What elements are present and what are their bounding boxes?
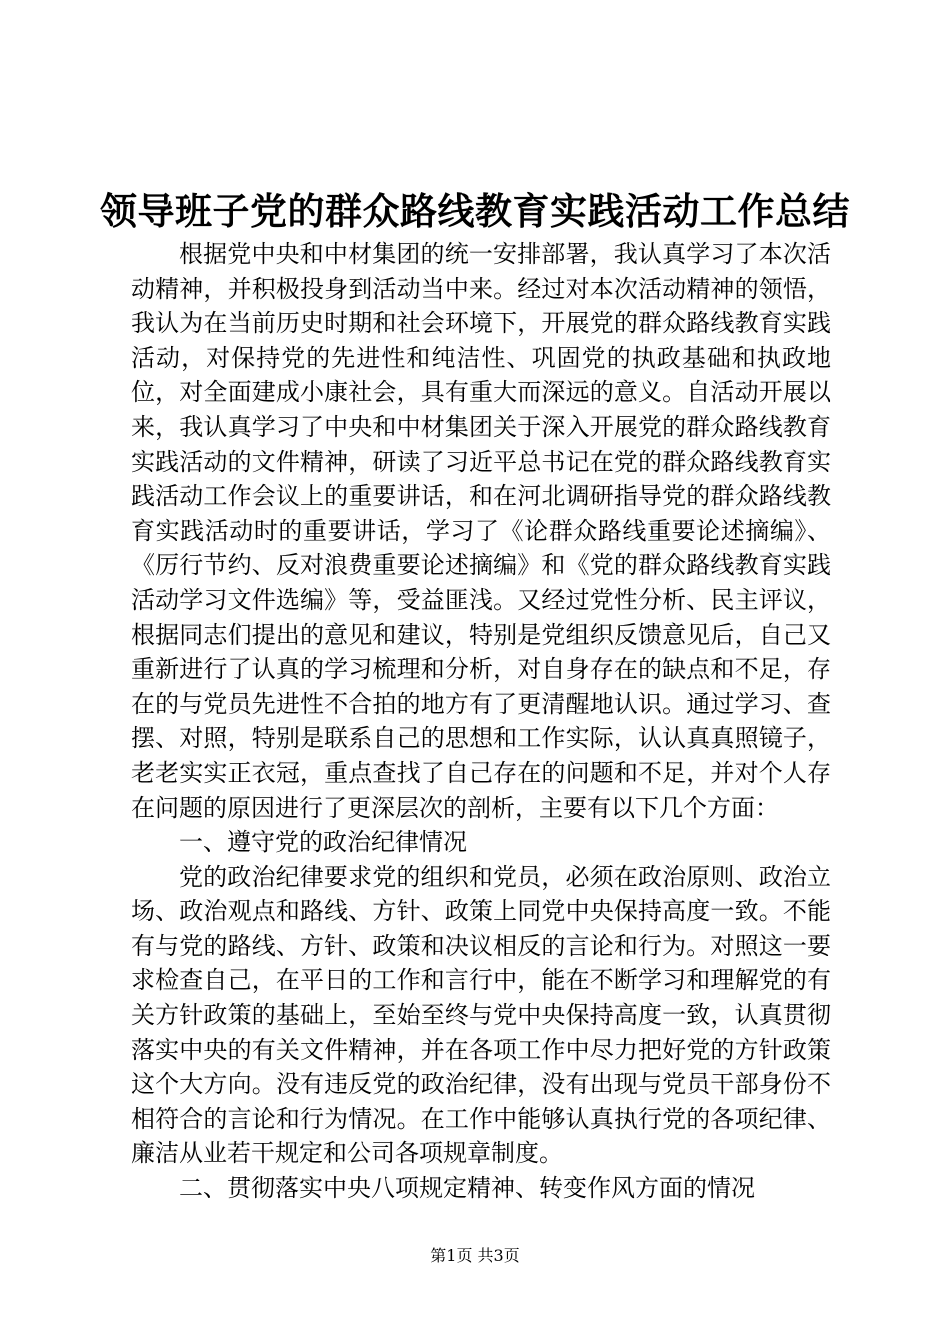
document-title: 领导班子党的群众路线教育实践活动工作总结 [100, 189, 850, 233]
page-number: 第1页 共3页 [430, 1246, 520, 1265]
section-heading-eight-rules: 二、贯彻落实中央八项规定精神、转变作风方面的情况 [179, 1174, 755, 1203]
intro-paragraph: 根据党中央和中材集团的统一安排部署，我认真学习了本次活动精神，并积极投身到活动当中来。经过对本次活动精神的领悟，我认为在当前历史时期和社会环境下，开展党的群众路线教育实践活动，对保持党的先进性和纯洁性、巩固党的执政基础和执政地位，对全面建成小康社会，具有重大而深远的意义。自活动开展以来，我认真学习了中央和中材集团关于深入开展党的群众路线教育实践活动的文件精神，研读了习近平总书记在党的群众路线教育实践活动工作会议上的重要讲话，和在河北调研指导党的群众路线教育实践活动时的重要讲话，学习了《论群众路线重要论述摘编》、《厉行节约、反对浪费重要论述摘编》和《党的群众路线教育实践活动学习文件选编》等，受益匪浅。又经过党性分析、民主评议，根据同志们提出的意见和建议，特别是党组织反馈意见后，自己又重新进行了认真的学习梳理和分析，对自身存在的缺点和不足，存在的与党员先进性不合拍的地方有了更清醒地认识。通过学习、查摆、对照，特别是联系自己的思想和工作实际，认认真真照镜子，老老实实正衣冠，重点查找了自己存在的问题和不足，并对个人存在问题的原因进行了更深层次的剖析，主要有以下几个方面： [131, 240, 831, 822]
document-body [131, 237, 831, 1206]
page-footer [0, 1244, 950, 1268]
political-discipline-paragraph: 党的政治纪律要求党的组织和党员，必须在政治原则、政治立场、政治观点和路线、方针、政策上同党中央保持高度一致。不能有与党的路线、方针、政策和决议相反的言论和行为。对照这一要求检查自己，在平日的工作和言行中，能在不断学习和理解党的有关方针政策的基础上，至始至终与党中央保持高度一致，认真贯彻落实中央的有关文件精神，并在各项工作中尽力把好党的方针政策这个大方向。没有违反党的政治纪律，没有出现与党员干部身份不相符合的言论和行为情况。在工作中能够认真执行党的各项纪律、廉洁从业若干规定和公司各项规章制度。 [131, 862, 831, 1168]
section-heading-political-discipline: 一、遵守党的政治纪律情况 [179, 828, 467, 857]
